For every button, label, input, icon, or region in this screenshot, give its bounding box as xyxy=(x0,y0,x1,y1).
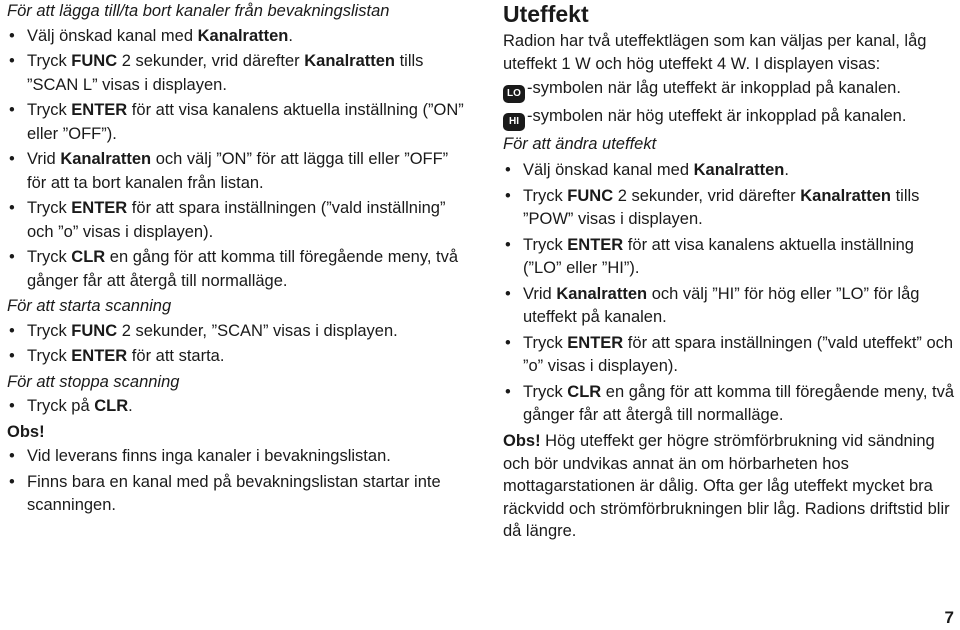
uteffekt-heading: Uteffekt xyxy=(503,1,589,27)
bold-term: CLR xyxy=(94,397,129,415)
list-item xyxy=(503,185,955,230)
right-column xyxy=(503,0,955,545)
bold-term: ENTER xyxy=(567,334,624,352)
obs-text: Hög uteffekt ger högre strömförbrukning vid sändning och bör undvikas annat än om hörbarheten hos mottagarstationen är dålig. Ofta ger låg uteffekt mycket bra räckvidd och strömförbrukningen blir låg. Radions driftstid blir då längre. xyxy=(503,432,950,540)
text-run: Vid leverans finns inga kanaler i bevakningslistan. xyxy=(27,447,391,465)
text-run: . xyxy=(784,160,789,179)
text-run: Tryck xyxy=(523,383,568,401)
text-run: Tryck xyxy=(523,236,568,254)
list-item xyxy=(7,148,469,195)
lo-line xyxy=(503,77,955,103)
obs-label: Obs! xyxy=(7,422,45,441)
text-run: en gång för att komma till föregående meny, två gånger får att återgå till normalläge. xyxy=(27,248,459,290)
left-column xyxy=(7,0,469,520)
list-item xyxy=(503,381,955,426)
list-item xyxy=(7,50,469,97)
list-item xyxy=(7,395,469,419)
start-scanning-heading: För att starta scanning xyxy=(7,297,172,315)
hi-line xyxy=(503,105,955,131)
bold-term: Kanalratten xyxy=(693,160,785,179)
lo-text: -symbolen när låg uteffekt är inkopplad på kanalen. xyxy=(527,79,901,97)
text-run: och välj ”HI” för hög eller ”LO” för låg uteffekt på kanalen. xyxy=(523,285,920,326)
uteffekt-intro: Radion har två uteffektlägen som kan väljas per kanal, låg uteffekt 1 W och hög uteffekt 4 W. I displayen visas: xyxy=(503,32,927,73)
stop-scanning-steps xyxy=(7,395,469,419)
list-item xyxy=(7,246,469,293)
text-run: Tryck xyxy=(27,321,72,340)
text-run: för att visa kanalens aktuella inställning (”LO” eller ”HI”). xyxy=(523,236,914,277)
bold-term: ENTER xyxy=(71,347,128,365)
bold-term: ENTER xyxy=(567,236,624,254)
list-item xyxy=(503,159,955,182)
text-run: tills ”SCAN L” visas i displayen. xyxy=(27,52,424,94)
obs-paragraph xyxy=(503,430,955,543)
text-run: Tryck xyxy=(27,248,72,266)
list-item xyxy=(7,471,469,518)
text-run: Vrid xyxy=(27,150,61,168)
text-run: Tryck xyxy=(27,199,72,217)
page-number: 7 xyxy=(944,608,954,627)
obs-notes xyxy=(7,445,469,518)
hi-icon: HI xyxy=(503,113,525,131)
bold-term: Kanalratten xyxy=(60,150,152,168)
text-run: Tryck xyxy=(523,187,568,205)
bold-term: FUNC xyxy=(71,52,118,70)
text-run: en gång för att komma till föregående meny, två gånger får att återgå till normalläge. xyxy=(523,383,955,424)
text-run: för att visa kanalens aktuella inställning (”ON” eller ”OFF”). xyxy=(27,101,464,143)
obs-label-right: Obs! xyxy=(503,432,541,450)
list-item xyxy=(7,320,469,344)
list-item xyxy=(7,345,469,369)
bold-term: Kanalratten xyxy=(197,26,289,45)
text-run: för att starta. xyxy=(127,347,225,365)
list-item xyxy=(7,197,469,244)
list-item xyxy=(503,332,955,377)
change-power-heading: För att ändra uteffekt xyxy=(503,135,657,153)
text-run: 2 sekunder, ”SCAN” visas i displayen. xyxy=(117,321,398,340)
text-run: 2 sekunder, vrid därefter xyxy=(613,187,801,205)
add-remove-heading: För att lägga till/ta bort kanaler från bevakningslistan xyxy=(7,2,390,20)
list-item xyxy=(503,283,955,328)
list-item xyxy=(7,445,469,469)
bold-term: FUNC xyxy=(71,321,118,340)
text-run: Tryck xyxy=(27,101,72,119)
text-run: tills ”POW” visas i displayen. xyxy=(523,187,920,228)
text-run: Tryck xyxy=(27,347,72,365)
text-run: 2 sekunder, vrid därefter xyxy=(117,52,305,70)
text-run: Tryck på xyxy=(27,397,95,415)
list-item xyxy=(7,99,469,146)
bold-term: CLR xyxy=(567,383,602,401)
text-run: och välj ”ON” för att lägga till eller ”OFF” för att ta bort kanalen från listan. xyxy=(27,150,449,192)
bold-term: CLR xyxy=(71,248,106,266)
text-run: Tryck xyxy=(27,52,72,70)
text-run: Tryck xyxy=(523,334,568,352)
text-run: Finns bara en kanal med på bevakningslistan startar inte scanningen. xyxy=(27,472,441,514)
text-run: Välj önskad kanal med xyxy=(523,160,694,179)
list-item xyxy=(7,25,469,49)
text-run: . xyxy=(128,397,133,415)
hi-text: -symbolen när hög uteffekt är inkopplad på kanalen. xyxy=(527,107,907,125)
bold-term: Kanalratten xyxy=(800,187,892,205)
bold-term: ENTER xyxy=(71,101,128,119)
list-item xyxy=(503,234,955,279)
bold-term: ENTER xyxy=(71,199,128,217)
text-run: . xyxy=(288,26,293,45)
lo-icon: LO xyxy=(503,85,525,103)
bold-term: Kanalratten xyxy=(304,52,396,70)
text-run: Välj önskad kanal med xyxy=(27,26,198,45)
text-run: för att spara inställningen (”vald uteffekt” och ”o” visas i displayen). xyxy=(523,334,954,375)
start-scanning-steps xyxy=(7,320,469,369)
add-remove-steps xyxy=(7,25,469,294)
bold-term: FUNC xyxy=(567,187,614,205)
stop-scanning-heading: För att stoppa scanning xyxy=(7,372,180,391)
change-power-steps xyxy=(503,159,955,427)
text-run: Vrid xyxy=(523,285,557,303)
text-run: för att spara inställningen (”vald inställning” och ”o” visas i displayen). xyxy=(27,199,446,241)
bold-term: Kanalratten xyxy=(556,285,648,303)
